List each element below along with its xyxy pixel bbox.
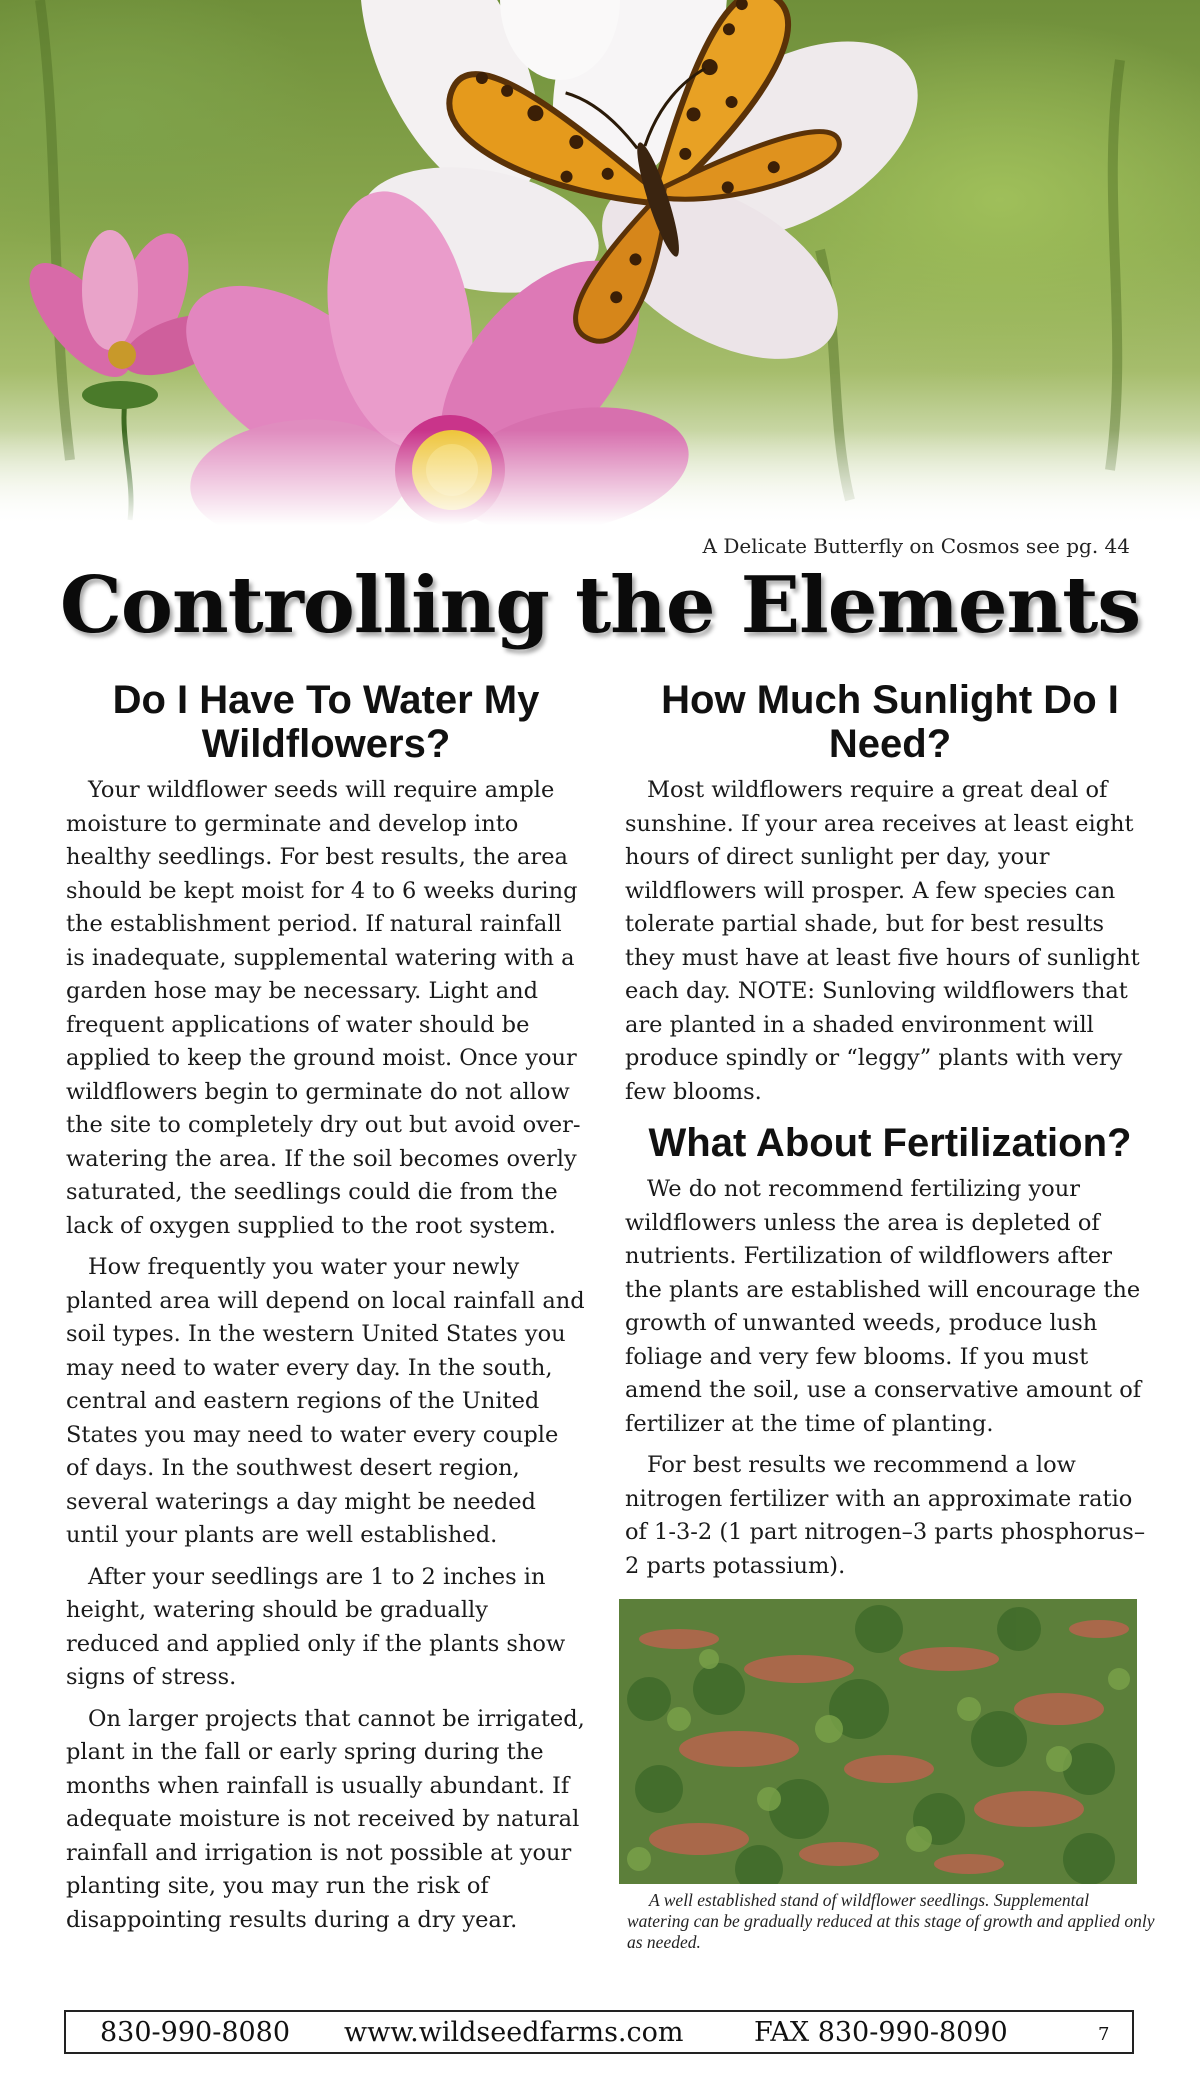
footer-website: www.wildseedfarms.com (344, 2017, 684, 2048)
footer-phone: 830-990-8080 (100, 2017, 291, 2048)
fertilization-paragraph-2: For best results we recommend a low nitrogen fertilizer with an approximate ratio of 1-3-2 (1 part nitrogen–3 parts phosphorus–2 parts potassium). (625, 1452, 1146, 1579)
watering-heading: Do I Have To Water My Wildflowers? (112, 678, 540, 766)
watering-paragraph-4: On larger projects that cannot be irrigated, plant in the fall or early spring during the months when rainfall is usually abundant. If adequate moisture is not received by natural rainfall and irrigation is not possible at your planting site, you may run the risk of disappointing results during a dry year. (66, 1705, 585, 1933)
hero-photo-butterfly-cosmos (0, 0, 1200, 530)
fertilization-heading: What About Fertilization? (648, 1121, 1132, 1165)
watering-paragraph-3: After your seedlings are 1 to 2 inches in height, watering should be gradually reduced and applied only if the plants show signs of stress. (66, 1563, 566, 1690)
fertilization-paragraph-1: We do not recommend fertilizing your wildflowers unless the area is depleted of nutrients. Fertilization of wildflowers after the plants are established will encourage the growth of unwanted weeds, produce lush foliage and very few blooms. If you must amend the soil, use a conservative amount of fertilizer at the time of planting. (625, 1176, 1142, 1437)
footer-contact-bar (64, 2010, 1134, 2054)
sunlight-heading: How Much Sunlight Do I Need? (661, 678, 1119, 766)
footer-fax: FAX 830-990-8090 (754, 2017, 1008, 2048)
page-title: Controlling the Elements (59, 560, 1141, 651)
seedlings-field-illustration (619, 1599, 1137, 1884)
page-number: 7 (1098, 2024, 1110, 2045)
seedlings-photo-caption: A well established stand of wildflower seedlings. Supplemental watering can be gradually reduced at this stage of growth and applied only as needed. (627, 1890, 1155, 1952)
hero-photo-caption: A Delicate Butterfly on Cosmos see pg. 44 (702, 534, 1130, 558)
watering-section (66, 678, 586, 1937)
watering-paragraph-2: How frequently you water your newly planted area will depend on local rainfall and soil types. In the western United States you may need to water every day. In the south, central and eastern regions of the United States you may need to water every couple of days. In the southwest desert region, several waterings a day might be needed until your plants are well established. (66, 1254, 585, 1548)
sunlight-fertilization-section (625, 678, 1155, 1953)
seedlings-field-photo (619, 1599, 1137, 1884)
watering-paragraph-1: Your wildflower seeds will require ample moisture to germinate and develop into healthy seedlings. For best results, the area should be kept moist for 4 to 6 weeks during the establishment period. If natural rainfall is inadequate, supplemental watering with a garden hose may be necessary. Light and frequent applications of water should be applied to keep the ground moist. Once your wildflowers begin to germinate do not allow the site to completely dry out but avoid over-watering the area. If the soil becomes overly saturated, the seedlings could die from the lack of oxygen supplied to the root system. (66, 777, 581, 1239)
sunlight-paragraph: Most wildflowers require a great deal of sunshine. If your area receives at least eight hours of direct sunlight per day, your wildflowers will prosper. A few species can tolerate partial shade, but for best results they must have at least five hours of sunlight each day. NOTE: Sunloving wildflowers that are planted in a shaded environment will produce spindly or “leggy” plants with very few blooms. (625, 777, 1140, 1105)
